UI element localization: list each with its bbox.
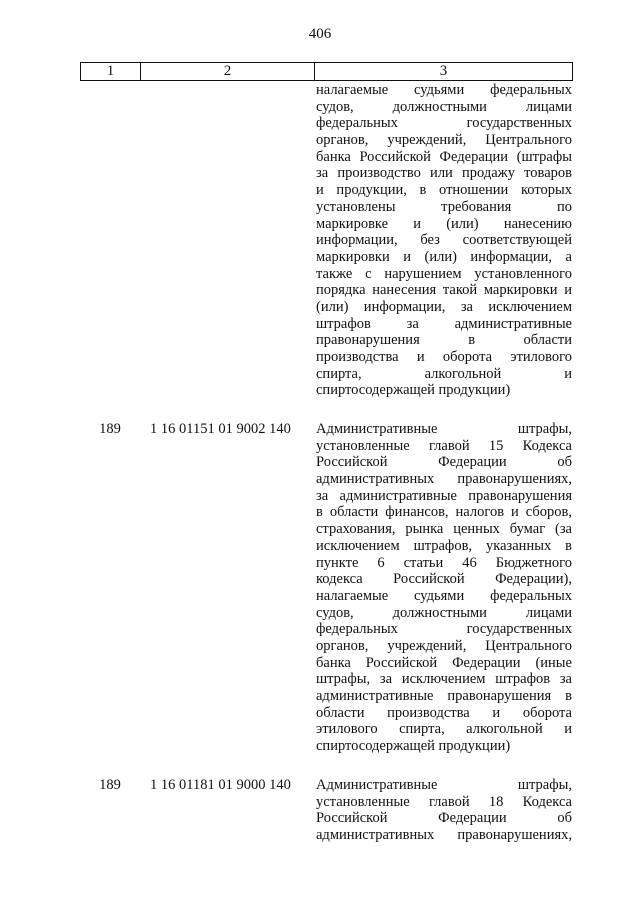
description-line: штрафы, за исключением штрафов за	[316, 671, 572, 688]
description-line: банка Российской Федерации (иные	[316, 654, 572, 671]
description-line: в области финансов, налогов и сборов,	[316, 504, 572, 521]
header-col-2: 2	[141, 63, 315, 80]
description-line: спирта, алкогольной и	[316, 365, 572, 382]
description-line: пункте 6 статьи 46 Бюджетного	[316, 554, 572, 571]
description-line: налагаемые судьями федеральных	[316, 587, 572, 604]
description-line: Российской Федерации об	[316, 810, 572, 827]
description-line: установлены требования по	[316, 198, 572, 215]
description-line: спиртосодержащей продукции)	[316, 738, 511, 755]
description-line: этилового спирта, алкогольной и	[316, 721, 572, 738]
description-line: федеральных государственных	[316, 115, 572, 132]
table-header	[80, 62, 573, 81]
row-description	[316, 777, 572, 844]
description-line: установленные главой 18 Кодекса	[316, 793, 572, 810]
description-line: налагаемые судьями федеральных	[316, 82, 572, 98]
description-line: спиртосодержащей продукции)	[316, 382, 511, 399]
header-col-3: 3	[439, 63, 448, 79]
admin-code: 189	[99, 777, 121, 793]
description-line: административные правонарушения в	[316, 688, 572, 704]
description-line: органов, учреждений, Центрального	[316, 132, 572, 149]
description-line: производства и оборота этилового	[316, 349, 572, 365]
description-line: и продукции, в отношении которых	[316, 182, 572, 199]
description-line: маркировке и (или) нанесению	[316, 215, 572, 232]
kbk-code: 1 16 01151 01 9002 140	[150, 421, 291, 437]
header-col-1: 1	[81, 63, 141, 80]
description-line: банка Российской Федерации (штрафы	[316, 148, 572, 165]
description-line: административных правонарушениях,	[316, 827, 572, 844]
description-line: Административные штрафы,	[316, 777, 572, 793]
description-line: исключением штрафов, указанных в	[316, 537, 572, 554]
description-line: судов, должностными лицами	[316, 604, 572, 621]
description-line: федеральных государственных	[316, 621, 572, 638]
description-line: области производства и оборота	[316, 704, 572, 721]
description-line: штрафов за административные	[316, 315, 572, 332]
description-line: судов, должностными лицами	[316, 98, 572, 115]
description-line: правонарушения в области	[316, 332, 572, 349]
row-description	[316, 421, 572, 755]
description-line: установленные главой 15 Кодекса	[316, 437, 572, 454]
description-line: порядка нанесения такой маркировки и	[316, 282, 572, 299]
description-line: страхования, рынка ценных бумаг (за	[316, 521, 572, 538]
description-line: маркировки и (или) информации, а	[316, 248, 572, 265]
description-line: кодекса Российской Федерации),	[316, 571, 572, 588]
row-description	[316, 82, 572, 399]
description-line: за административные правонарушения	[316, 487, 572, 504]
description-line: за производство или продажу товаров	[316, 165, 572, 182]
description-line: Российской Федерации об	[316, 454, 572, 471]
page-number: 406	[308, 26, 332, 42]
description-line: органов, учреждений, Центрального	[316, 637, 572, 654]
description-line: административных правонарушениях,	[316, 471, 572, 488]
description-line: (или) информации, за исключением	[316, 298, 572, 315]
admin-code: 189	[99, 421, 121, 437]
description-line: также с нарушением установленного	[316, 265, 572, 282]
kbk-code: 1 16 01181 01 9000 140	[150, 777, 291, 793]
description-line: информации, без соответствующей	[316, 232, 572, 249]
description-line: Административные штрафы,	[316, 421, 572, 437]
